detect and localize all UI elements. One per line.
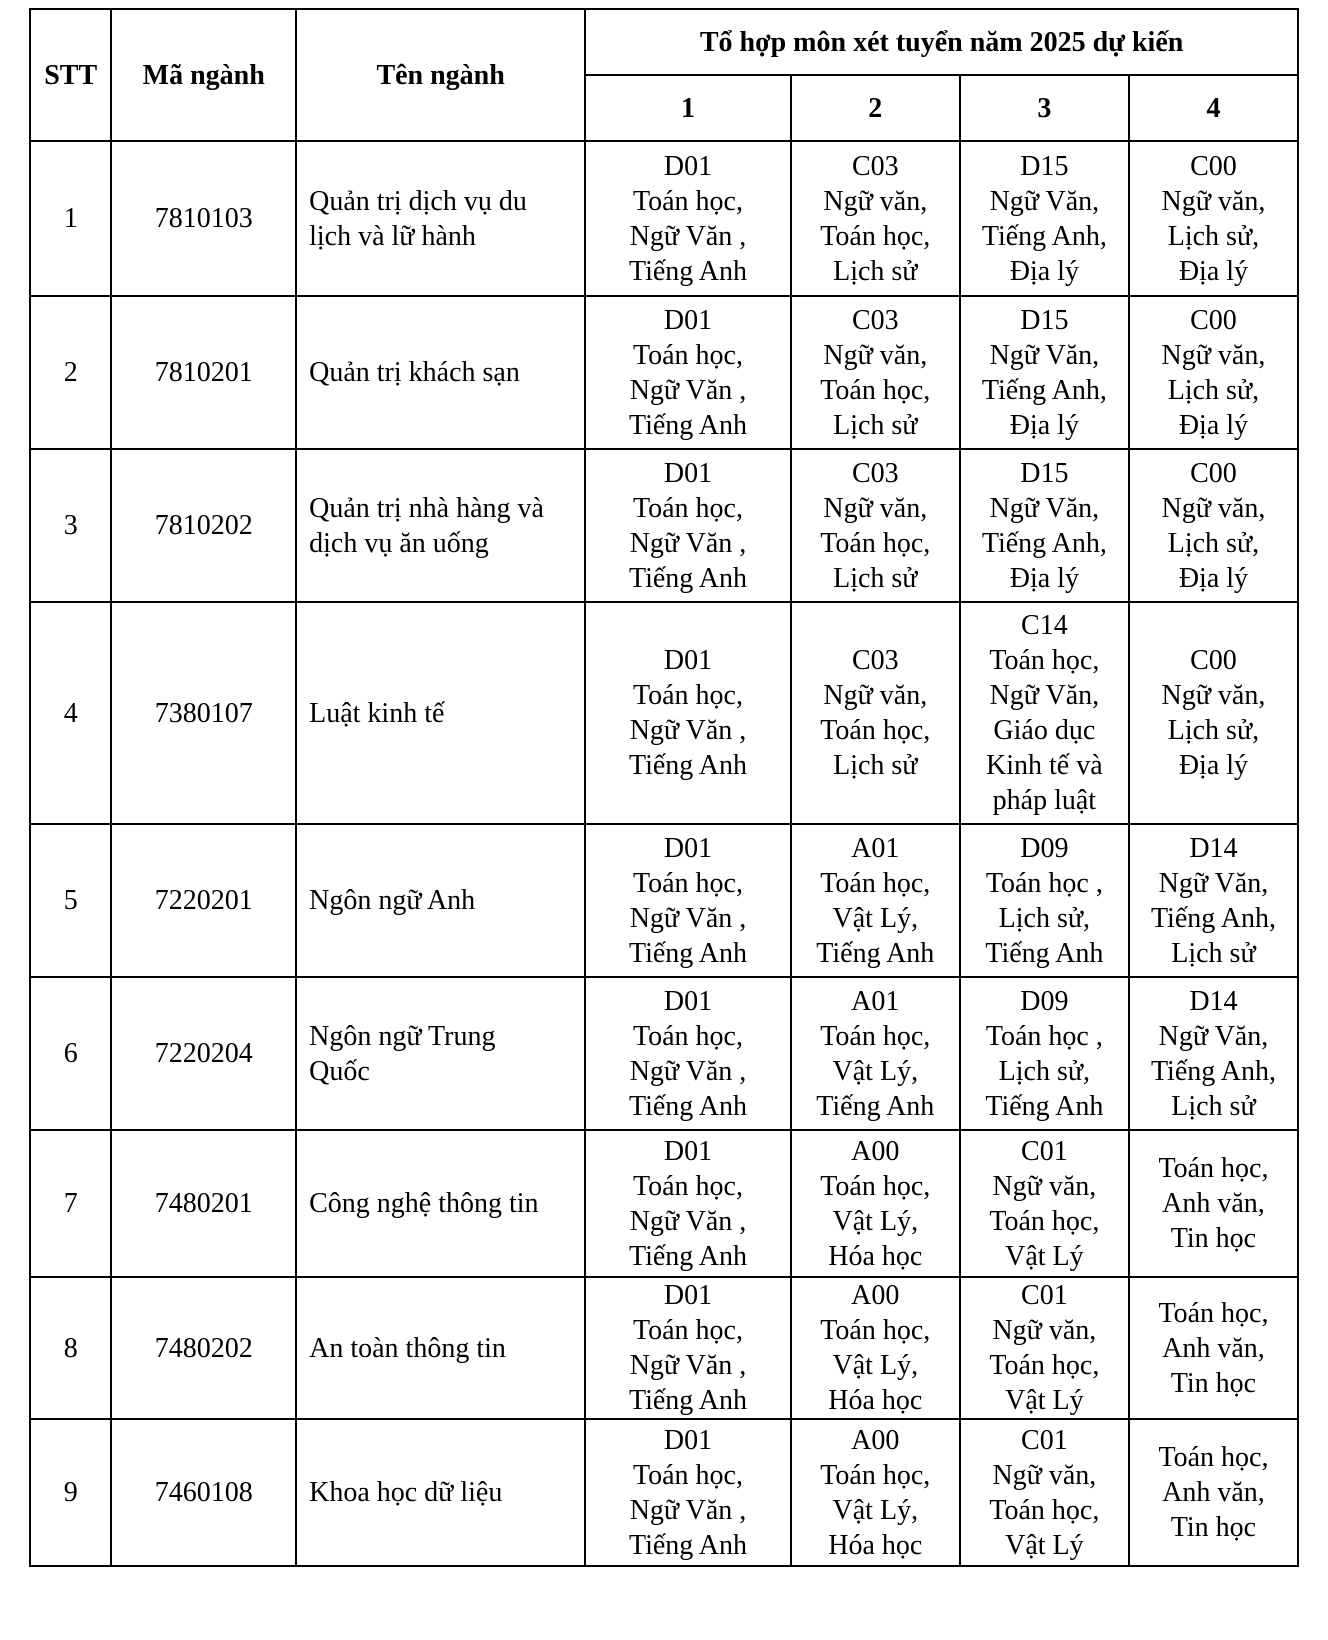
combination-subject: Tiếng Anh	[816, 937, 935, 969]
combination-subject: Toán học,	[632, 680, 743, 711]
table-row	[30, 977, 1298, 1130]
combination-code: C00	[1190, 645, 1237, 676]
combination-subject: Ngữ Văn ,	[629, 1055, 747, 1087]
header-name: Tên ngành	[296, 9, 585, 141]
combination-subject: Toán học,	[820, 1170, 931, 1202]
combination-code: C03	[851, 457, 899, 489]
combination-subject: Toán học,	[989, 1205, 1100, 1237]
combination-code: C01	[1021, 1280, 1068, 1311]
combination-subject: Toán học,	[989, 1494, 1100, 1526]
combination-subject: Toán học,	[632, 1170, 743, 1202]
combination-subject: Toán học ,	[985, 1020, 1103, 1052]
combination-code: C01	[1021, 1135, 1068, 1167]
stt-cell: 1	[30, 141, 111, 296]
major-name-cell	[296, 602, 585, 824]
major-name-cell	[296, 824, 585, 977]
stt-cell: 9	[30, 1419, 111, 1566]
combination-subject: Toán học,	[989, 645, 1100, 676]
major-name-cell	[296, 1419, 585, 1566]
combination-subject: Tiếng Anh	[628, 255, 747, 287]
major-code-cell: 7220201	[111, 824, 296, 977]
combination-cell-1	[585, 1277, 791, 1419]
combination-subject: Toán học,	[632, 1315, 743, 1346]
combination-subject: Toán học,	[820, 1459, 931, 1491]
major-code-cell: 7460108	[111, 1419, 296, 1566]
combination-subject: Vật Lý,	[832, 1350, 919, 1381]
combination-subject: Vật Lý	[1005, 1385, 1084, 1416]
stt-cell: 3	[30, 449, 111, 602]
combination-subject: Ngữ văn,	[823, 492, 928, 524]
combination-cell-2	[791, 296, 960, 449]
combination-code: D01	[663, 985, 713, 1017]
combination-subject: Lịch sử,	[1167, 527, 1260, 559]
combination-subject: Toán học,	[820, 715, 931, 746]
table-row	[30, 1130, 1298, 1277]
combination-subject: Lịch sử	[833, 409, 918, 441]
combination-subject: Địa lý	[1009, 255, 1079, 287]
combination-code: C03	[851, 645, 899, 676]
major-name-cell	[296, 449, 585, 602]
combination-subject: Lịch sử	[833, 255, 918, 287]
combination-cell-2	[791, 1130, 960, 1277]
combination-subject: Hóa học	[828, 1240, 923, 1272]
major-name-cell	[296, 1277, 585, 1419]
major-name-cell	[296, 1130, 585, 1277]
stt-cell: 4	[30, 602, 111, 824]
combination-subject: Ngữ Văn,	[989, 339, 1100, 371]
combination-code: D14	[1189, 832, 1238, 864]
combination-subject: Ngữ văn,	[1161, 680, 1266, 711]
combination-subject: Giáo dục	[993, 715, 1096, 746]
major-name-line: Ngôn ngữ Trung	[309, 1020, 496, 1052]
combination-cell-2	[791, 1419, 960, 1566]
combination-subject: Lịch sử	[833, 750, 918, 781]
combination-subject: Tiếng Anh	[628, 750, 747, 781]
combination-subject: Lịch sử,	[1167, 374, 1260, 406]
combination-subject: Ngữ văn,	[1161, 492, 1266, 524]
admissions-table	[29, 8, 1299, 1567]
table-row	[30, 141, 1298, 296]
combination-cell-3	[960, 824, 1129, 977]
major-name-line: Khoa học dữ liệu	[309, 1477, 503, 1508]
combination-cell-4	[1129, 1277, 1298, 1419]
combination-subject: Ngữ văn,	[823, 185, 928, 217]
combination-code: C00	[1190, 150, 1237, 182]
combination-cell-1	[585, 602, 791, 824]
combination-subject: Ngữ văn,	[823, 680, 928, 711]
major-name-line: Quốc	[309, 1055, 370, 1087]
combination-subject: Ngữ Văn,	[989, 680, 1100, 711]
combination-subject: Lịch sử	[1171, 937, 1256, 969]
combination-cell-3	[960, 141, 1129, 296]
combination-subject: Toán học,	[989, 1350, 1100, 1381]
major-code-cell: 7380107	[111, 602, 296, 824]
header-stt: STT	[30, 9, 111, 141]
combination-subject: Toán học,	[820, 374, 931, 406]
combination-code: A00	[851, 1424, 900, 1456]
combination-subject: Địa lý	[1178, 750, 1249, 781]
combination-subject: Ngữ văn,	[1161, 339, 1266, 371]
combination-subject: Toán học,	[632, 1459, 743, 1491]
combination-subject: Toán học ,	[985, 867, 1103, 899]
combination-cell-2	[791, 1277, 960, 1419]
combination-subject: Ngữ văn,	[992, 1170, 1097, 1202]
combination-code: D09	[1020, 832, 1069, 864]
combination-subject: Vật Lý	[1005, 1240, 1084, 1272]
combination-subject: Tiếng Anh	[628, 1240, 747, 1272]
combination-code: D14	[1189, 985, 1238, 1017]
combination-cell-4	[1129, 602, 1298, 824]
combination-cell-3	[960, 1277, 1129, 1419]
combination-subject: Ngữ văn,	[1161, 185, 1266, 217]
combination-subject: Toán học,	[820, 1315, 931, 1346]
major-name-cell	[296, 141, 585, 296]
combination-code: D15	[1020, 457, 1069, 489]
combination-cell-3	[960, 977, 1129, 1130]
combination-subject: Hóa học	[828, 1529, 923, 1561]
major-name-cell	[296, 977, 585, 1130]
major-name-line: dịch vụ ăn uống	[309, 527, 489, 559]
major-code-cell: 7810103	[111, 141, 296, 296]
header-col-1: 1	[585, 75, 791, 141]
combination-subject: pháp luật	[992, 785, 1097, 816]
combination-cell-2	[791, 824, 960, 977]
major-name-line: lịch và lữ hành	[309, 220, 476, 252]
combination-subject: Ngữ Văn ,	[629, 1350, 747, 1381]
combination-subject: Tiếng Anh	[628, 409, 747, 441]
combination-cell-2	[791, 141, 960, 296]
major-name-line: Luật kinh tế	[309, 697, 445, 729]
combination-code: D01	[663, 1135, 713, 1167]
major-code-cell: 7810202	[111, 449, 296, 602]
table-body	[30, 141, 1298, 1566]
combination-code: C01	[1021, 1424, 1068, 1456]
major-name-line: Quản trị dịch vụ du	[309, 185, 527, 217]
combination-subject: Kinh tế và	[986, 750, 1103, 781]
header-code: Mã ngành	[111, 9, 296, 141]
table-row	[30, 824, 1298, 977]
combination-subject: Lịch sử,	[1167, 715, 1260, 746]
combination-subject: Vật Lý,	[832, 902, 919, 934]
combination-cell-1	[585, 449, 791, 602]
combination-code: D09	[1020, 985, 1069, 1017]
combination-subject: Toán học,	[632, 339, 743, 371]
combination-code: C00	[1190, 457, 1237, 489]
combination-subject: Tiếng Anh	[816, 1090, 935, 1122]
combination-cell-1	[585, 1130, 791, 1277]
combination-cell-4	[1129, 824, 1298, 977]
stt-cell: 7	[30, 1130, 111, 1277]
combination-subject: Ngữ Văn ,	[629, 220, 747, 252]
combination-subject: Tiếng Anh	[628, 562, 747, 594]
table-row	[30, 449, 1298, 602]
combination-subject: Toán học,	[1158, 1442, 1269, 1473]
combination-subject: Tin học	[1170, 1223, 1257, 1254]
combination-subject: Tiếng Anh	[628, 1529, 747, 1561]
combination-code: D01	[663, 150, 713, 182]
combination-subject: Ngữ Văn ,	[629, 902, 747, 934]
combination-subject: Tiếng Anh	[628, 1385, 747, 1416]
header-combination-group: Tổ hợp môn xét tuyển năm 2025 dự kiến	[585, 9, 1298, 75]
major-code-cell: 7480202	[111, 1277, 296, 1419]
combination-subject: Toán học,	[820, 220, 931, 252]
table-row	[30, 1419, 1298, 1566]
header-row	[30, 9, 1298, 75]
combination-subject: Tiếng Anh,	[981, 374, 1107, 406]
combination-code: D15	[1020, 150, 1069, 182]
combination-subject: Lịch sử,	[998, 902, 1091, 934]
combination-subject: Ngữ văn,	[992, 1459, 1097, 1491]
combination-cell-2	[791, 977, 960, 1130]
combination-cell-1	[585, 824, 791, 977]
combination-subject: Tin học	[1170, 1367, 1257, 1399]
combination-subject: Toán học,	[1158, 1153, 1269, 1184]
combination-cell-4	[1129, 1130, 1298, 1277]
combination-subject: Tiếng Anh,	[981, 220, 1107, 252]
combination-cell-3	[960, 602, 1129, 824]
combination-subject: Ngữ văn,	[992, 1315, 1097, 1346]
table-row	[30, 602, 1298, 824]
header-col-3: 3	[960, 75, 1129, 141]
combination-subject: Lịch sử	[833, 562, 918, 594]
combination-code: C03	[851, 304, 899, 336]
combination-code: A00	[851, 1135, 900, 1167]
combination-subject: Toán học,	[632, 492, 743, 524]
combination-subject: Địa lý	[1178, 562, 1249, 594]
combination-subject: Địa lý	[1178, 255, 1249, 287]
combination-code: A01	[851, 985, 900, 1017]
combination-subject: Địa lý	[1009, 562, 1079, 594]
combination-subject: Vật Lý,	[832, 1205, 919, 1237]
combination-code: C14	[1021, 610, 1068, 641]
combination-subject: Tiếng Anh	[628, 937, 747, 969]
combination-code: D01	[663, 645, 713, 676]
combination-cell-3	[960, 296, 1129, 449]
combination-subject: Ngữ Văn ,	[629, 1205, 747, 1237]
combination-subject: Ngữ Văn ,	[629, 374, 747, 406]
combination-code: D01	[663, 1424, 713, 1456]
combination-subject: Ngữ Văn ,	[629, 715, 747, 746]
combination-subject: Tiếng Anh	[628, 1090, 747, 1122]
major-name-cell	[296, 296, 585, 449]
combination-code: D01	[663, 1280, 713, 1311]
combination-subject: Vật Lý	[1005, 1529, 1084, 1561]
combination-cell-1	[585, 141, 791, 296]
combination-code: D01	[663, 457, 713, 489]
major-code-cell: 7810201	[111, 296, 296, 449]
combination-code: D01	[663, 304, 713, 336]
combination-subject: Tiếng Anh,	[981, 527, 1107, 559]
combination-subject: Vật Lý,	[832, 1055, 919, 1087]
combination-subject: Tin học	[1170, 1512, 1257, 1543]
combination-cell-4	[1129, 296, 1298, 449]
combination-cell-4	[1129, 977, 1298, 1130]
stt-cell: 2	[30, 296, 111, 449]
combination-subject: Ngữ Văn,	[989, 185, 1100, 217]
stt-cell: 5	[30, 824, 111, 977]
combination-subject: Vật Lý,	[832, 1494, 919, 1526]
header-col-4: 4	[1129, 75, 1298, 141]
combination-subject: Ngữ Văn,	[1158, 1020, 1269, 1052]
major-name-line: An toàn thông tin	[309, 1332, 506, 1364]
major-code-cell: 7220204	[111, 977, 296, 1130]
combination-subject: Ngữ văn,	[823, 339, 928, 371]
combination-subject: Toán học,	[632, 867, 743, 899]
combination-subject: Ngữ Văn ,	[629, 1494, 747, 1526]
combination-subject: Toán học,	[1158, 1297, 1269, 1329]
major-name-line: Ngôn ngữ Anh	[309, 885, 476, 916]
combination-subject: Tiếng Anh,	[1150, 902, 1276, 934]
combination-subject: Tiếng Anh	[985, 1090, 1104, 1122]
combination-cell-4	[1129, 449, 1298, 602]
stt-cell: 6	[30, 977, 111, 1130]
combination-subject: Địa lý	[1178, 409, 1249, 441]
combination-code: C00	[1190, 304, 1237, 336]
combination-subject: Toán học,	[820, 1020, 931, 1052]
combination-subject: Toán học,	[632, 1020, 743, 1052]
combination-subject: Tiếng Anh,	[1150, 1055, 1276, 1087]
combination-cell-1	[585, 977, 791, 1130]
stt-cell: 8	[30, 1277, 111, 1419]
header-col-2: 2	[791, 75, 960, 141]
combination-subject: Lịch sử,	[998, 1055, 1091, 1087]
major-name-line: Công nghệ thông tin	[309, 1188, 539, 1219]
table-row	[30, 296, 1298, 449]
combination-cell-2	[791, 449, 960, 602]
combination-subject: Địa lý	[1009, 409, 1079, 441]
combination-code: C03	[851, 150, 899, 182]
major-name-line: Quản trị khách sạn	[309, 357, 520, 388]
combination-code: A01	[851, 832, 900, 864]
combination-cell-4	[1129, 141, 1298, 296]
combination-subject: Toán học,	[820, 867, 931, 899]
combination-subject: Toán học,	[820, 527, 931, 559]
combination-subject: Lịch sử,	[1167, 220, 1260, 252]
combination-code: A00	[851, 1280, 900, 1311]
combination-subject: Ngữ Văn,	[989, 492, 1100, 524]
major-code-cell: 7480201	[111, 1130, 296, 1277]
major-name-line: Quản trị nhà hàng và	[309, 492, 544, 524]
combination-subject: Anh văn,	[1162, 1188, 1265, 1219]
combination-code: D01	[663, 832, 713, 864]
table-row	[30, 1277, 1298, 1419]
combination-subject: Toán học,	[632, 185, 743, 217]
combination-subject: Ngữ Văn ,	[629, 527, 747, 559]
combination-code: D15	[1020, 304, 1069, 336]
combination-subject: Tiếng Anh	[985, 937, 1104, 969]
combination-subject: Hóa học	[828, 1385, 923, 1416]
combination-cell-1	[585, 1419, 791, 1566]
combination-cell-3	[960, 1419, 1129, 1566]
combination-subject: Anh văn,	[1162, 1477, 1265, 1508]
combination-subject: Lịch sử	[1171, 1090, 1256, 1122]
combination-cell-3	[960, 449, 1129, 602]
combination-subject: Ngữ Văn,	[1158, 867, 1269, 899]
combination-cell-3	[960, 1130, 1129, 1277]
combination-cell-2	[791, 602, 960, 824]
combination-cell-4	[1129, 1419, 1298, 1566]
combination-subject: Anh văn,	[1162, 1332, 1265, 1364]
combination-cell-1	[585, 296, 791, 449]
